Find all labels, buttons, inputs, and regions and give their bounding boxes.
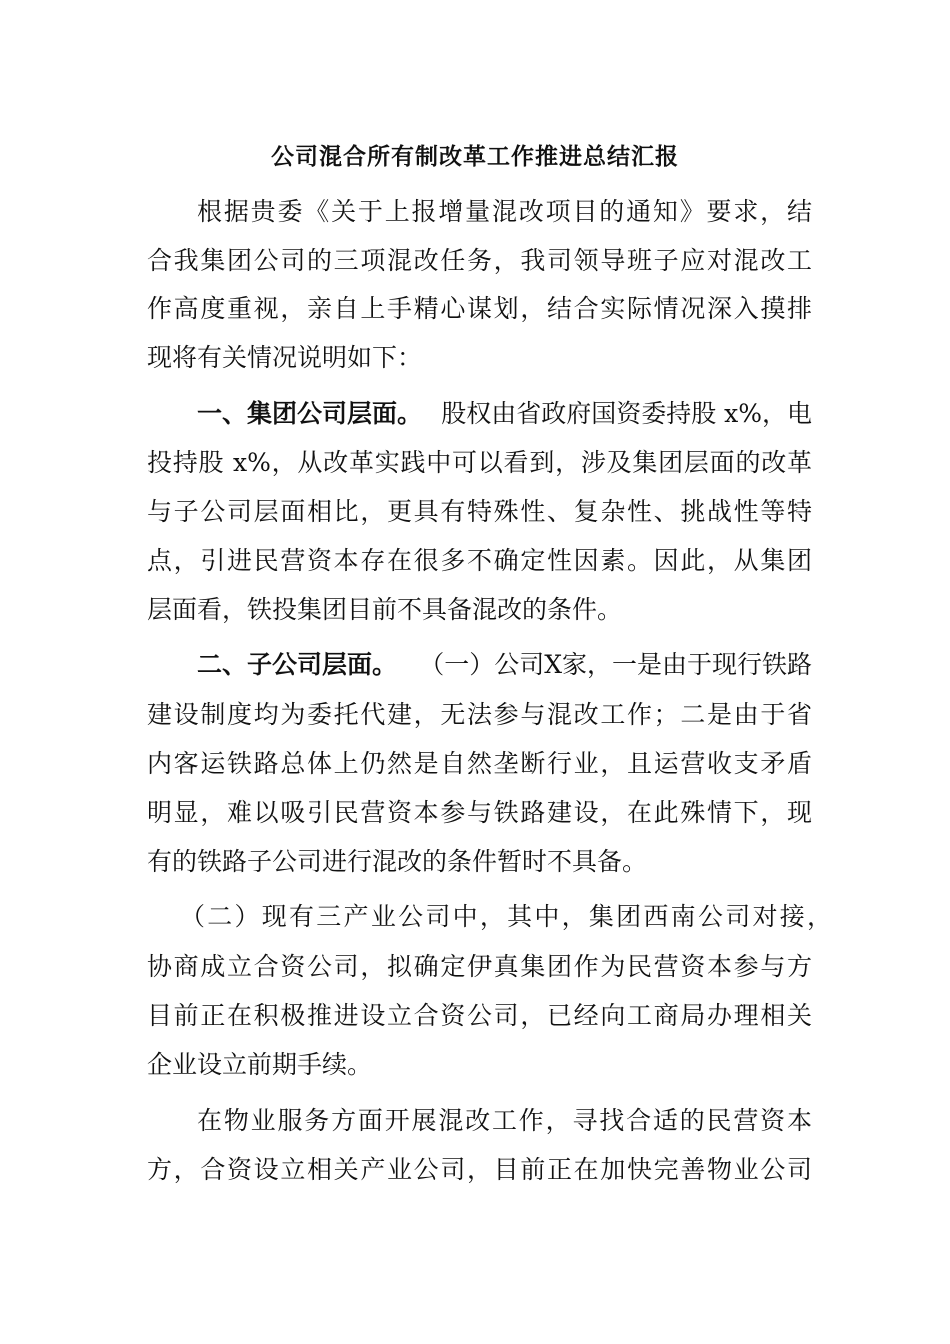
paragraph-3-line-3: 内客运铁路总体上仍然是自然垄断行业，且运营收支矛盾	[147, 749, 812, 778]
paragraph-2-line-1	[197, 397, 812, 431]
paragraph-1-line-3: 作高度重视，亲自上手精心谋划，结合实际情况深入摸排	[147, 294, 812, 323]
paragraph-2-line-3: 与子公司层面相比，更具有特殊性、复杂性、挑战性等特	[147, 497, 812, 526]
section-heading-group: 一、集团公司层面。	[197, 399, 423, 428]
paragraph-2-line-4: 点，引进民营资本存在很多不确定性因素。因此，从集团	[147, 546, 812, 575]
document-title: 公司混合所有制改革工作推进总结汇报	[271, 143, 679, 170]
paragraph-2-line-5: 层面看，铁投集团目前不具备混改的条件。	[147, 595, 623, 624]
paragraph-3-line-2: 建设制度均为委托代建，无法参与混改工作；二是由于省	[147, 700, 812, 729]
paragraph-2-line-2: 投持股 x%，从改革实践中可以看到，涉及集团层面的改革	[147, 448, 812, 477]
paragraph-3-line-1-text: （一）公司X家，一是由于现行铁路	[419, 650, 812, 679]
paragraph-5-line-2: 方，合资设立相关产业公司，目前正在加快完善物业公司	[147, 1155, 812, 1184]
paragraph-1-line-4: 现将有关情况说明如下：	[147, 343, 423, 372]
paragraph-3-line-1	[197, 648, 812, 682]
paragraph-2-line-1-text: 股权由省政府国资委持股 x%，电	[441, 399, 812, 428]
paragraph-3-line-5: 有的铁路子公司进行混改的条件暂时不具备。	[147, 847, 648, 876]
paragraph-4-line-2: 协商成立合资公司，拟确定伊真集团作为民营资本参与方	[147, 952, 812, 981]
paragraph-1-line-1: 根据贵委《关于上报增量混改项目的通知》要求，结	[197, 197, 812, 226]
paragraph-5-line-1: 在物业服务方面开展混改工作，寻找合适的民营资本	[197, 1106, 812, 1135]
paragraph-1-line-2: 合我集团公司的三项混改任务，我司领导班子应对混改工	[147, 246, 812, 275]
paragraph-3-line-4: 明显，难以吸引民营资本参与铁路建设，在此殊情下，现	[147, 798, 812, 827]
paragraph-4-line-4: 企业设立前期手续。	[147, 1050, 373, 1079]
paragraph-4-line-1: （二）现有三产业公司中，其中，集团西南公司对接，	[180, 902, 832, 931]
paragraph-4-line-3: 目前正在积极推进设立合资公司，已经向工商局办理相关	[147, 1001, 812, 1030]
section-heading-subsidiary: 二、子公司层面。	[197, 650, 398, 679]
